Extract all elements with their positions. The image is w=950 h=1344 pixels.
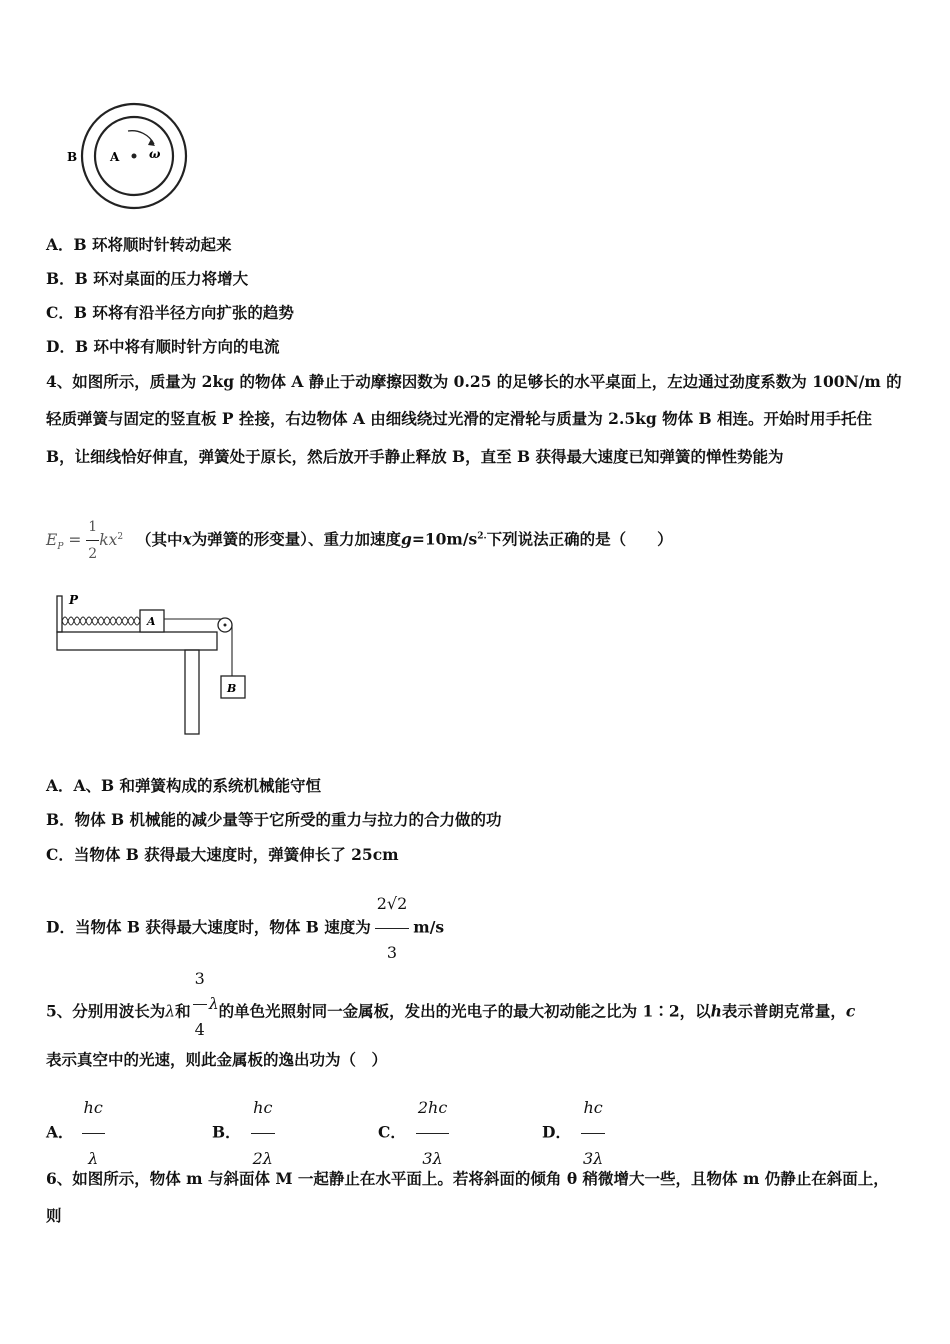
q4-option-a: A．A、B 和弹簧构成的系统机械能守恒 xyxy=(46,776,322,795)
spring-pulley-figure xyxy=(50,588,250,738)
q4-formula-line: $E_P$ = $\frac{1}{2}$ $kx^2$ （其中x为弹簧的形变量）、重力加速度$g=10m/s^{2.}$下列说法正确的是（ ） xyxy=(46,514,673,567)
q4-option-b: B．物体 B 机械能的减少量等于它所受的重力与拉力的合力做的功 xyxy=(46,810,502,829)
label-b: B xyxy=(67,150,78,164)
wall-p xyxy=(57,596,62,632)
optd-num: 2√2 xyxy=(375,880,410,929)
formula-sub: P xyxy=(57,541,64,552)
table-top xyxy=(57,632,217,650)
q5-option-c: C． $\frac{2hc}{3\lambda}$ xyxy=(378,1083,449,1184)
q5-option-b: B． $\frac{hc}{2\lambda}$ xyxy=(212,1083,275,1184)
ring-figure xyxy=(66,100,196,215)
q6-line1: 6、如图所示，物体 m 与斜面体 M 一起静止在水平面上。若将斜面的倾角 θ 稍微增大一些，且物体 m 仍静止在斜面上， xyxy=(46,1169,889,1188)
q4-line3: B，让细线恰好伸直，弹簧处于原长，然后放开手静止释放 B，直至 B 获得最大速度已知弹簧的惮性势能为 xyxy=(46,447,784,466)
label-omega: ω xyxy=(149,147,161,161)
q5-option-a: A． $\frac{hc}{\lambda}$ xyxy=(46,1083,105,1184)
spring-back xyxy=(62,621,140,625)
q3-option-b: B．B 环对桌面的压力将增大 xyxy=(46,269,249,288)
q5-option-d: D． $\frac{hc}{3\lambda}$ xyxy=(542,1083,605,1184)
label-a: A xyxy=(147,615,156,628)
q4-option-d: D．当物体 B 获得最大速度时，物体 B 速度为 $\frac{2√2}{3}$ m/s xyxy=(46,880,444,977)
q4-option-c: C．当物体 B 获得最大速度时，弹簧伸长了 25cm xyxy=(46,845,399,864)
label-b: B xyxy=(227,682,237,695)
label-p: P xyxy=(69,593,79,607)
formula-exp: 2 xyxy=(117,531,124,542)
center-dot xyxy=(132,154,137,159)
optd-den: 3 xyxy=(386,943,398,962)
q3-option-d: D．B 环中将有顺时针方向的电流 xyxy=(46,337,280,356)
q6-line2: 则 xyxy=(46,1206,62,1225)
formula-eq: = xyxy=(68,530,82,549)
formula-num: 1 xyxy=(86,514,99,541)
q3-option-c: C．B 环将有沿半径方向扩张的趋势 xyxy=(46,303,294,322)
formula-e: E xyxy=(46,530,58,549)
q4-line1: 4、如图所示，质量为 2kg 的物体 A 静止于动摩擦因数为 0.25 的足够长的水平桌面上，左边通过劲度系数为 100N/m 的 xyxy=(46,372,902,391)
q5-line2: 表示真空中的光速，则此金属板的逸出功为（ ） xyxy=(46,1050,388,1069)
q3-option-a: A．B 环将顺时针转动起来 xyxy=(46,235,232,254)
formula-kx: kx xyxy=(99,530,118,549)
label-a: A xyxy=(110,150,120,164)
q4-line2: 轻质弹簧与固定的竖直板 P 拴接，右边物体 A 由细线绕过光滑的定滑轮与质量为 2.5kg 物体 B 相连。开始时用手托住 xyxy=(46,409,872,428)
q5-line1: 5、分别用波长为λ和 $\frac{3}{4}$ λ的单色光照射同一金属板，发出的光电子的最大初动能之比为 1∶2，以h表示普朗克常量，c xyxy=(46,962,855,1063)
table-leg xyxy=(185,650,199,734)
formula-den: 2 xyxy=(88,546,98,562)
